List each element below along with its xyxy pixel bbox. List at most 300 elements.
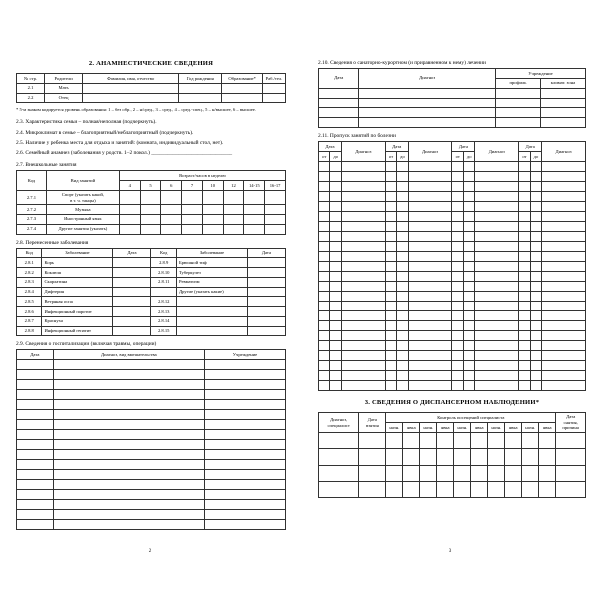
cell-diagnosis[interactable] bbox=[408, 311, 452, 321]
cell-date-to[interactable] bbox=[463, 341, 474, 351]
cell-date-from[interactable] bbox=[519, 211, 530, 221]
cell-profile[interactable] bbox=[495, 118, 540, 128]
cell-disease-name[interactable] bbox=[176, 307, 247, 317]
cell-climate-zone[interactable] bbox=[540, 88, 585, 98]
cell-date-to[interactable] bbox=[463, 201, 474, 211]
cell-date[interactable] bbox=[17, 380, 54, 390]
cell-date-from[interactable] bbox=[319, 211, 330, 221]
cell-date-to[interactable] bbox=[530, 171, 541, 181]
cell-date-to[interactable] bbox=[463, 211, 474, 221]
cell-hours[interactable] bbox=[119, 190, 140, 204]
cell-diagnosis[interactable] bbox=[53, 469, 204, 479]
cell-date-to[interactable] bbox=[397, 201, 408, 211]
cell-hours[interactable] bbox=[265, 205, 286, 215]
cell-date-from[interactable] bbox=[319, 381, 330, 391]
cell-date-from[interactable] bbox=[452, 181, 463, 191]
cell-date-from[interactable] bbox=[319, 301, 330, 311]
cell-date-from[interactable] bbox=[452, 261, 463, 271]
cell-date-to[interactable] bbox=[463, 161, 474, 171]
cell-diagnosis[interactable] bbox=[475, 271, 519, 281]
cell-date-to[interactable] bbox=[330, 221, 341, 231]
cell-diagnosis[interactable] bbox=[359, 98, 496, 108]
cell-diagnosis[interactable] bbox=[53, 400, 204, 410]
cell-diagnosis[interactable] bbox=[341, 371, 385, 381]
cell-institution[interactable] bbox=[205, 509, 286, 519]
cell-fullname[interactable] bbox=[83, 83, 179, 93]
cell-diagnosis[interactable] bbox=[475, 201, 519, 211]
cell-diagnosis[interactable] bbox=[542, 291, 586, 301]
cell-assigned[interactable] bbox=[488, 465, 505, 481]
cell-date-from[interactable] bbox=[452, 171, 463, 181]
cell-assigned[interactable] bbox=[522, 465, 539, 481]
cell-diagnosis[interactable] bbox=[341, 191, 385, 201]
cell-date-from[interactable] bbox=[385, 161, 396, 171]
cell-date-to[interactable] bbox=[330, 211, 341, 221]
cell-date-to[interactable] bbox=[530, 241, 541, 251]
cell-date-from[interactable] bbox=[452, 371, 463, 381]
cell-date-from[interactable] bbox=[319, 251, 330, 261]
cell-date-to[interactable] bbox=[397, 301, 408, 311]
cell-date-to[interactable] bbox=[397, 281, 408, 291]
cell-diagnosis-specialist[interactable] bbox=[319, 432, 359, 448]
cell-date-from[interactable] bbox=[452, 201, 463, 211]
cell-hours[interactable] bbox=[223, 214, 244, 224]
cell-visit[interactable] bbox=[539, 449, 556, 465]
cell-date-taken[interactable] bbox=[359, 465, 386, 481]
cell-diagnosis[interactable] bbox=[475, 371, 519, 381]
cell-date-from[interactable] bbox=[319, 371, 330, 381]
cell-diagnosis[interactable] bbox=[542, 241, 586, 251]
cell-date-to[interactable] bbox=[397, 371, 408, 381]
cell-diagnosis[interactable] bbox=[408, 171, 452, 181]
cell-visit[interactable] bbox=[505, 432, 522, 448]
cell-date[interactable] bbox=[17, 479, 54, 489]
cell-institution[interactable] bbox=[205, 360, 286, 370]
cell-date-from[interactable] bbox=[319, 321, 330, 331]
cell-visit[interactable] bbox=[403, 481, 420, 497]
cell-date-to[interactable] bbox=[463, 311, 474, 321]
cell-date-from[interactable] bbox=[319, 311, 330, 321]
cell-institution[interactable] bbox=[205, 370, 286, 380]
cell-hours[interactable] bbox=[202, 214, 223, 224]
cell-institution[interactable] bbox=[205, 479, 286, 489]
cell-hours[interactable] bbox=[182, 190, 203, 204]
cell-hours[interactable] bbox=[202, 224, 223, 234]
cell-diagnosis[interactable] bbox=[341, 221, 385, 231]
cell-hours[interactable] bbox=[244, 214, 265, 224]
cell-date-to[interactable] bbox=[330, 271, 341, 281]
cell-date-to[interactable] bbox=[530, 191, 541, 201]
cell-date[interactable] bbox=[17, 419, 54, 429]
cell-diagnosis[interactable] bbox=[475, 331, 519, 341]
cell-date-to[interactable] bbox=[463, 381, 474, 391]
cell-date[interactable] bbox=[17, 429, 54, 439]
cell-date-from[interactable] bbox=[452, 231, 463, 241]
cell-date-to[interactable] bbox=[397, 361, 408, 371]
cell-date-from[interactable] bbox=[385, 191, 396, 201]
cell-assigned[interactable] bbox=[522, 449, 539, 465]
cell-profile[interactable] bbox=[495, 108, 540, 118]
cell-disease-date[interactable] bbox=[113, 316, 151, 326]
cell-date-from[interactable] bbox=[519, 161, 530, 171]
cell-diagnosis[interactable] bbox=[341, 271, 385, 281]
cell-institution[interactable] bbox=[205, 400, 286, 410]
cell-diagnosis[interactable] bbox=[475, 221, 519, 231]
cell-diagnosis[interactable] bbox=[341, 201, 385, 211]
cell-assigned[interactable] bbox=[488, 481, 505, 497]
cell-date-to[interactable] bbox=[397, 251, 408, 261]
cell-date-from[interactable] bbox=[452, 301, 463, 311]
cell-institution[interactable] bbox=[205, 429, 286, 439]
cell-diagnosis[interactable] bbox=[475, 381, 519, 391]
cell-date-to[interactable] bbox=[330, 311, 341, 321]
cell-diagnosis[interactable] bbox=[542, 351, 586, 361]
cell-diagnosis[interactable] bbox=[341, 241, 385, 251]
cell-diagnosis[interactable] bbox=[341, 261, 385, 271]
cell-diagnosis[interactable] bbox=[341, 251, 385, 261]
cell-visit[interactable] bbox=[403, 449, 420, 465]
cell-date-to[interactable] bbox=[463, 331, 474, 341]
cell-date-removed[interactable] bbox=[556, 432, 586, 448]
cell-date-from[interactable] bbox=[385, 371, 396, 381]
cell-disease-date[interactable] bbox=[113, 326, 151, 336]
cell-institution[interactable] bbox=[205, 419, 286, 429]
cell-diagnosis[interactable] bbox=[341, 301, 385, 311]
cell-date-from[interactable] bbox=[452, 361, 463, 371]
cell-diagnosis[interactable] bbox=[408, 291, 452, 301]
cell-date-from[interactable] bbox=[385, 281, 396, 291]
cell-date-to[interactable] bbox=[463, 251, 474, 261]
cell-date-from[interactable] bbox=[519, 231, 530, 241]
cell-diagnosis-specialist[interactable] bbox=[319, 481, 359, 497]
cell-date-from[interactable] bbox=[452, 331, 463, 341]
cell-date-from[interactable] bbox=[385, 301, 396, 311]
cell-assigned[interactable] bbox=[420, 481, 437, 497]
cell-date-from[interactable] bbox=[319, 201, 330, 211]
cell-institution[interactable] bbox=[205, 449, 286, 459]
cell-visit[interactable] bbox=[539, 465, 556, 481]
cell-diagnosis[interactable] bbox=[341, 361, 385, 371]
cell-date-to[interactable] bbox=[530, 201, 541, 211]
cell-date[interactable] bbox=[17, 360, 54, 370]
cell-hours[interactable] bbox=[161, 224, 182, 234]
cell-diagnosis[interactable] bbox=[542, 271, 586, 281]
cell-diagnosis[interactable] bbox=[542, 371, 586, 381]
cell-diagnosis[interactable] bbox=[542, 251, 586, 261]
cell-diagnosis[interactable] bbox=[408, 361, 452, 371]
cell-date-from[interactable] bbox=[452, 211, 463, 221]
cell-date-to[interactable] bbox=[530, 351, 541, 361]
cell-date-from[interactable] bbox=[452, 311, 463, 321]
cell-visit[interactable] bbox=[539, 432, 556, 448]
cell-assigned[interactable] bbox=[386, 432, 403, 448]
cell-date-from[interactable] bbox=[452, 191, 463, 201]
cell-visit[interactable] bbox=[471, 449, 488, 465]
cell-diagnosis[interactable] bbox=[408, 181, 452, 191]
cell-disease-name[interactable] bbox=[176, 316, 247, 326]
cell-date-to[interactable] bbox=[397, 261, 408, 271]
cell-hours[interactable] bbox=[244, 224, 265, 234]
cell-institution[interactable] bbox=[205, 469, 286, 479]
cell-diagnosis[interactable] bbox=[53, 449, 204, 459]
cell-diagnosis[interactable] bbox=[341, 321, 385, 331]
cell-date-to[interactable] bbox=[330, 291, 341, 301]
cell-diagnosis[interactable] bbox=[475, 341, 519, 351]
cell-assigned[interactable] bbox=[420, 432, 437, 448]
cell-date[interactable] bbox=[17, 469, 54, 479]
cell-date-from[interactable] bbox=[385, 271, 396, 281]
cell-disease-date[interactable] bbox=[247, 326, 285, 336]
cell-date-from[interactable] bbox=[385, 241, 396, 251]
cell-diagnosis[interactable] bbox=[341, 341, 385, 351]
cell-assigned[interactable] bbox=[386, 481, 403, 497]
cell-institution[interactable] bbox=[205, 489, 286, 499]
cell-disease-date[interactable] bbox=[247, 316, 285, 326]
cell-date-to[interactable] bbox=[397, 191, 408, 201]
cell-date-to[interactable] bbox=[530, 381, 541, 391]
cell-institution[interactable] bbox=[205, 390, 286, 400]
cell-date-to[interactable] bbox=[463, 181, 474, 191]
cell-date-from[interactable] bbox=[452, 241, 463, 251]
cell-diagnosis[interactable] bbox=[408, 241, 452, 251]
cell-date-to[interactable] bbox=[330, 201, 341, 211]
cell-diagnosis[interactable] bbox=[475, 171, 519, 181]
cell-diagnosis[interactable] bbox=[408, 301, 452, 311]
cell-disease-date[interactable] bbox=[113, 268, 151, 278]
cell-institution[interactable] bbox=[205, 499, 286, 509]
cell-date-from[interactable] bbox=[319, 161, 330, 171]
cell-profile[interactable] bbox=[495, 88, 540, 98]
cell-date-from[interactable] bbox=[519, 351, 530, 361]
cell-hours[interactable] bbox=[223, 190, 244, 204]
cell-diagnosis[interactable] bbox=[53, 410, 204, 420]
cell-date-from[interactable] bbox=[385, 291, 396, 301]
cell-diagnosis[interactable] bbox=[475, 281, 519, 291]
cell-date-to[interactable] bbox=[330, 231, 341, 241]
cell-diagnosis[interactable] bbox=[475, 321, 519, 331]
cell-date-to[interactable] bbox=[397, 321, 408, 331]
cell-date-to[interactable] bbox=[397, 221, 408, 231]
cell-hours[interactable] bbox=[265, 214, 286, 224]
cell-diagnosis[interactable] bbox=[542, 301, 586, 311]
cell-diagnosis[interactable] bbox=[475, 211, 519, 221]
cell-date-to[interactable] bbox=[463, 351, 474, 361]
cell-diagnosis[interactable] bbox=[408, 321, 452, 331]
cell-date-from[interactable] bbox=[519, 171, 530, 181]
cell-diagnosis[interactable] bbox=[408, 211, 452, 221]
cell-date-from[interactable] bbox=[519, 181, 530, 191]
cell-assigned[interactable] bbox=[420, 465, 437, 481]
cell-diagnosis[interactable] bbox=[475, 191, 519, 201]
cell-date-to[interactable] bbox=[463, 361, 474, 371]
cell-date[interactable] bbox=[17, 499, 54, 509]
cell-disease-date[interactable] bbox=[113, 277, 151, 287]
cell-date-from[interactable] bbox=[319, 361, 330, 371]
cell-date-from[interactable] bbox=[519, 191, 530, 201]
cell-visit[interactable] bbox=[437, 432, 454, 448]
cell-date-removed[interactable] bbox=[556, 481, 586, 497]
cell-date-to[interactable] bbox=[397, 211, 408, 221]
cell-diagnosis[interactable] bbox=[341, 231, 385, 241]
cell-date-from[interactable] bbox=[319, 281, 330, 291]
cell-date-from[interactable] bbox=[519, 271, 530, 281]
cell-date-from[interactable] bbox=[319, 341, 330, 351]
cell-date-to[interactable] bbox=[330, 361, 341, 371]
cell-disease-date[interactable] bbox=[113, 297, 151, 307]
cell-date-from[interactable] bbox=[385, 311, 396, 321]
cell-institution[interactable] bbox=[205, 380, 286, 390]
cell-date-from[interactable] bbox=[319, 291, 330, 301]
cell-date-from[interactable] bbox=[519, 321, 530, 331]
cell-date[interactable] bbox=[17, 390, 54, 400]
cell-diagnosis[interactable] bbox=[542, 221, 586, 231]
cell-date-to[interactable] bbox=[330, 321, 341, 331]
cell-hours[interactable] bbox=[265, 224, 286, 234]
cell-disease-name[interactable] bbox=[176, 297, 247, 307]
cell-date[interactable] bbox=[17, 410, 54, 420]
cell-assigned[interactable] bbox=[488, 449, 505, 465]
cell-diagnosis[interactable] bbox=[542, 331, 586, 341]
cell-diagnosis[interactable] bbox=[359, 88, 496, 98]
cell-diagnosis[interactable] bbox=[475, 311, 519, 321]
cell-date-to[interactable] bbox=[463, 241, 474, 251]
cell-date-from[interactable] bbox=[519, 361, 530, 371]
cell-diagnosis[interactable] bbox=[341, 181, 385, 191]
cell-date-to[interactable] bbox=[530, 361, 541, 371]
cell-date-from[interactable] bbox=[319, 221, 330, 231]
cell-hours[interactable] bbox=[140, 190, 161, 204]
cell-diagnosis[interactable] bbox=[542, 201, 586, 211]
cell-diagnosis[interactable] bbox=[408, 231, 452, 241]
cell-diagnosis[interactable] bbox=[408, 261, 452, 271]
cell-date-from[interactable] bbox=[385, 171, 396, 181]
cell-date-from[interactable] bbox=[385, 261, 396, 271]
cell-diagnosis[interactable] bbox=[475, 301, 519, 311]
cell-visit[interactable] bbox=[505, 449, 522, 465]
cell-date-to[interactable] bbox=[530, 321, 541, 331]
cell-date-from[interactable] bbox=[319, 231, 330, 241]
cell-diagnosis[interactable] bbox=[475, 241, 519, 251]
cell-date[interactable] bbox=[17, 459, 54, 469]
cell-date-to[interactable] bbox=[397, 291, 408, 301]
cell-diagnosis[interactable] bbox=[341, 211, 385, 221]
cell-date-to[interactable] bbox=[463, 291, 474, 301]
cell-date-to[interactable] bbox=[330, 371, 341, 381]
cell-date-to[interactable] bbox=[330, 351, 341, 361]
cell-date-to[interactable] bbox=[530, 281, 541, 291]
cell-diagnosis[interactable] bbox=[408, 381, 452, 391]
cell-date[interactable] bbox=[17, 519, 54, 529]
cell-disease-name[interactable] bbox=[176, 326, 247, 336]
cell-diagnosis[interactable] bbox=[359, 108, 496, 118]
cell-disease-date[interactable] bbox=[247, 307, 285, 317]
cell-diagnosis[interactable] bbox=[53, 429, 204, 439]
cell-hours[interactable] bbox=[161, 214, 182, 224]
cell-date-to[interactable] bbox=[530, 221, 541, 231]
cell-diagnosis[interactable] bbox=[341, 291, 385, 301]
cell-date-removed[interactable] bbox=[556, 449, 586, 465]
cell-date-to[interactable] bbox=[330, 251, 341, 261]
cell-visit[interactable] bbox=[471, 432, 488, 448]
cell-date-to[interactable] bbox=[330, 181, 341, 191]
cell-date-to[interactable] bbox=[397, 331, 408, 341]
cell-date-to[interactable] bbox=[330, 261, 341, 271]
cell-date-to[interactable] bbox=[397, 181, 408, 191]
cell-diagnosis[interactable] bbox=[53, 459, 204, 469]
cell-date[interactable] bbox=[17, 449, 54, 459]
cell-date-from[interactable] bbox=[385, 321, 396, 331]
cell-visit[interactable] bbox=[437, 449, 454, 465]
cell-disease-date[interactable] bbox=[247, 277, 285, 287]
cell-profile[interactable] bbox=[495, 98, 540, 108]
cell-diagnosis[interactable] bbox=[341, 161, 385, 171]
cell-disease-date[interactable] bbox=[247, 297, 285, 307]
cell-date-to[interactable] bbox=[330, 241, 341, 251]
cell-diagnosis[interactable] bbox=[475, 231, 519, 241]
cell-date-to[interactable] bbox=[397, 381, 408, 391]
cell-assigned[interactable] bbox=[454, 432, 471, 448]
cell-date-to[interactable] bbox=[330, 161, 341, 171]
cell-diagnosis[interactable] bbox=[542, 211, 586, 221]
cell-assigned[interactable] bbox=[454, 465, 471, 481]
cell-climate-zone[interactable] bbox=[540, 108, 585, 118]
cell-hours[interactable] bbox=[182, 224, 203, 234]
cell-date-to[interactable] bbox=[397, 311, 408, 321]
cell-date-from[interactable] bbox=[452, 381, 463, 391]
cell-date-to[interactable] bbox=[397, 171, 408, 181]
cell-date[interactable] bbox=[319, 88, 359, 98]
cell-date-from[interactable] bbox=[319, 181, 330, 191]
cell-date-to[interactable] bbox=[330, 341, 341, 351]
cell-workphone[interactable] bbox=[262, 93, 285, 103]
cell-date-to[interactable] bbox=[463, 301, 474, 311]
cell-diagnosis[interactable] bbox=[408, 191, 452, 201]
cell-date-from[interactable] bbox=[319, 261, 330, 271]
cell-date-from[interactable] bbox=[385, 341, 396, 351]
cell-fullname[interactable] bbox=[83, 93, 179, 103]
cell-diagnosis[interactable] bbox=[542, 231, 586, 241]
cell-assigned[interactable] bbox=[522, 481, 539, 497]
cell-date-to[interactable] bbox=[397, 341, 408, 351]
cell-date[interactable] bbox=[17, 509, 54, 519]
cell-hours[interactable] bbox=[202, 190, 223, 204]
cell-diagnosis[interactable] bbox=[408, 281, 452, 291]
cell-date-from[interactable] bbox=[319, 271, 330, 281]
cell-date-to[interactable] bbox=[530, 251, 541, 261]
cell-diagnosis[interactable] bbox=[542, 181, 586, 191]
cell-date-from[interactable] bbox=[452, 221, 463, 231]
cell-diagnosis[interactable] bbox=[542, 341, 586, 351]
cell-hours[interactable] bbox=[244, 190, 265, 204]
cell-hours[interactable] bbox=[244, 205, 265, 215]
cell-date-to[interactable] bbox=[330, 281, 341, 291]
cell-diagnosis[interactable] bbox=[542, 311, 586, 321]
cell-hours[interactable] bbox=[119, 224, 140, 234]
cell-diagnosis[interactable] bbox=[341, 351, 385, 361]
cell-date-to[interactable] bbox=[397, 241, 408, 251]
cell-diagnosis[interactable] bbox=[542, 171, 586, 181]
cell-diagnosis[interactable] bbox=[408, 201, 452, 211]
cell-diagnosis[interactable] bbox=[475, 291, 519, 301]
cell-date-from[interactable] bbox=[519, 301, 530, 311]
cell-diagnosis[interactable] bbox=[53, 439, 204, 449]
cell-diagnosis[interactable] bbox=[542, 261, 586, 271]
cell-diagnosis[interactable] bbox=[408, 351, 452, 361]
cell-hours[interactable] bbox=[140, 214, 161, 224]
cell-date-to[interactable] bbox=[530, 181, 541, 191]
cell-date-to[interactable] bbox=[330, 191, 341, 201]
cell-hours[interactable] bbox=[202, 205, 223, 215]
